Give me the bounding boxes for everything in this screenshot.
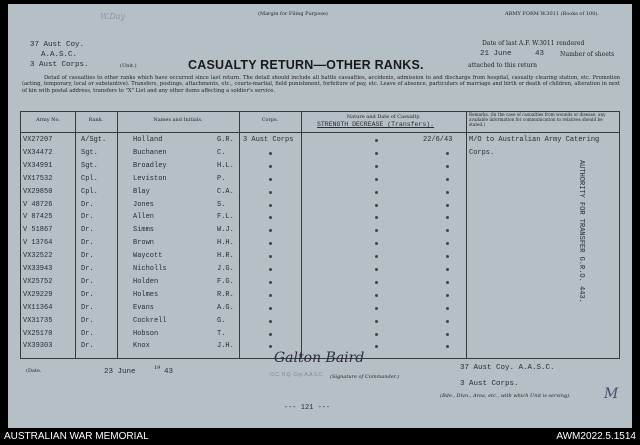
army-number: VX11364 [23,303,53,312]
archive-caption-left: AUSTRALIAN WAR MEMORIAL [4,431,149,442]
ditto-mark [375,165,378,168]
rank: Dr. [81,239,94,248]
casualty-date: 22/6/43 [423,136,453,144]
ditto-mark [375,307,378,310]
initials: J.H. [217,342,234,351]
rank: Dr. [81,213,94,222]
rank: Dr. [81,252,94,261]
surname: Waycott [133,252,163,261]
attached-label: attached to this return [468,62,538,69]
col-header-nature: Nature and Date of Casualty. [346,114,421,120]
ditto-mark [375,229,378,232]
rank: Sgt. [81,148,98,157]
initials: T. [217,329,226,338]
ditto-mark [269,307,272,310]
unit-label: (Unit.) [120,63,137,69]
unit-right-line-2: 3 Aust Corps. [460,380,519,388]
army-number: V 13764 [23,239,53,248]
remarks: M/O to Australian Army Catering [469,136,600,144]
form-title: CASUALTY RETURN—OTHER RANKS. [188,58,424,72]
ditto-mark [269,204,272,207]
surname: Knox [133,342,150,351]
ditto-mark [375,152,378,155]
army-number: VX33943 [23,265,53,273]
ditto-mark [375,294,378,297]
table-row [21,251,621,263]
initials: H.L. [217,161,234,170]
col-header-rank: Rank. [88,117,104,123]
rank: Dr. [81,290,94,299]
surname: Brown [133,239,155,248]
rank: Dr. [81,265,94,273]
ditto-mark [446,307,449,310]
rank: Dr. [81,329,94,338]
date-year: 43 [164,368,174,376]
unit-line-3: 3 Aust Corps. [30,61,89,69]
surname: Allen [133,213,155,222]
ditto-mark [446,204,449,207]
form-sheet [8,4,632,428]
rank: Sgt. [81,161,98,170]
date-value: 23 June [104,368,136,376]
initials: S. [217,200,226,209]
instructions-paragraph: Detail of casualties to other ranks which have occurred since last return. The detail should include all battle casualties, accidents, admission to and discharge from hospital, casualty clearing station, etc. Promotion (acting, temporary, local or substantive). Transfers, postings, attachments, etc., courts-martial, field punishment, forfeiture of pay, etc. Leave of absence, particulars of marriage and birth or death of children, alteration in next of kin with postal address, transfers to "X" List and any other items affecting a soldier's service. [22,75,620,94]
col-header-remarks: Remarks. (In the case of casualties from wounds or disease, any available information for communication to relatives should be stated.) [469,112,606,127]
army-number: VX29229 [23,290,53,299]
ditto-mark [446,294,449,297]
ditto-mark [375,268,378,271]
commander-signature: Galton Baird [274,350,365,366]
initials: G. [217,316,226,325]
table-row [21,329,621,341]
date-year-prefix: 19 [154,365,161,371]
unit-line-2: A.A.S.C. [41,51,78,59]
ditto-mark [375,216,378,219]
ditto-mark [446,216,449,219]
rank: Dr. [81,303,94,312]
unit-right-label: (Bde., Divn., Area, etc., with which Unit is serving). [440,393,571,399]
ditto-mark [375,281,378,284]
ditto-mark [375,255,378,258]
sheets-label: Number of sheets [560,51,615,58]
corps: 3 Aust Corps [243,136,294,144]
surname: Simms [133,226,155,235]
ditto-mark [446,191,449,194]
army-number: VX31735 [23,316,53,325]
page-number: --- 121 --- [284,404,331,412]
ditto-mark [375,139,378,142]
initials: H.H. [217,239,234,248]
surname: Hobson [133,329,159,338]
army-number: V 51867 [23,226,53,235]
table-row [21,277,621,289]
handwritten-corner-note: W.Day [100,12,126,21]
ditto-mark [446,281,449,284]
table-row [21,148,621,160]
ditto-mark [375,333,378,336]
rank: Dr. [81,342,94,351]
ditto-mark [446,255,449,258]
casualty-table [20,111,620,359]
officer-stamp: O.C. H.Q. Coy. A.A.S.C. [270,372,324,378]
army-number: VX25170 [23,329,53,338]
initials: G.R. [217,136,234,144]
surname: Blay [133,187,150,196]
table-row [21,316,621,328]
initials: A.G. [217,303,234,312]
table-row [21,200,621,212]
date-last-value: 21 June [480,50,512,58]
ditto-mark [446,345,449,348]
ditto-mark [375,320,378,323]
army-number: V 87425 [23,213,53,222]
initials: H.R. [217,252,234,261]
army-form-number: ARMY FORM W.3011 (Books of 100). [505,11,599,17]
initials: P. [217,174,226,183]
initials: F.G. [217,277,234,286]
ditto-mark [269,178,272,181]
col-header-army-no: Army No. [35,117,61,123]
handwritten-mark: M [604,386,619,402]
surname: Holmes [133,290,159,299]
ditto-mark [375,242,378,245]
ditto-mark [375,178,378,181]
col-header-names: Names and Initials. [153,117,203,123]
initials: C. [217,148,226,157]
ditto-mark [446,242,449,245]
unit-right-line-1: 37 Aust Coy. A.A.S.C. [460,364,555,372]
table-row [21,174,621,186]
initials: C.A. [217,187,234,196]
surname: Holden [133,277,159,286]
rank: Dr. [81,200,94,209]
army-number: VX17532 [23,174,53,183]
ditto-mark [375,204,378,207]
initials: F.L. [217,213,234,222]
ditto-mark [269,165,272,168]
army-number: VX29850 [23,187,53,196]
date-last-year: 43 [535,50,545,58]
army-number: VX25752 [23,277,53,286]
initials: R.R. [217,290,234,299]
ditto-mark [269,152,272,155]
ditto-mark [269,216,272,219]
ditto-mark [446,333,449,336]
ditto-mark [375,345,378,348]
ditto-mark [446,152,449,155]
table-row [21,187,621,199]
ditto-mark [269,242,272,245]
table-row [21,238,621,250]
ditto-mark [269,229,272,232]
army-number: VX34472 [23,148,53,157]
surname: Buchanen [133,148,167,157]
table-row [21,225,621,237]
rank: A/Sgt. [81,136,107,144]
authority-note: AUTHORITY FOR TRANSFER G.R.O. 443. [577,160,585,303]
ditto-mark [269,320,272,323]
archive-caption-right: AWM2022.5.1514 [556,431,636,442]
ditto-mark [446,229,449,232]
rank: Dr. [81,316,94,325]
ditto-mark [446,320,449,323]
army-number: VX32522 [23,252,53,261]
surname: Nicholls [133,265,167,273]
surname: Cockrell [133,316,167,325]
ditto-mark [269,294,272,297]
table-row [21,303,621,315]
initials: J.G. [217,265,234,273]
ditto-mark [269,345,272,348]
col-header-corps: Corps. [261,117,279,123]
archive-caption-bar [0,428,640,445]
ditto-mark [269,191,272,194]
army-number: VX39303 [23,342,53,351]
nature-typed-heading: STRENGTH DECREASE (Transfers). [317,121,435,128]
date-label: (Date. [26,368,42,374]
surname: Jones [133,200,155,209]
ditto-mark [269,281,272,284]
ditto-mark [269,333,272,336]
rank: Cpl. [81,174,98,183]
army-number: V 48726 [23,200,53,209]
table-row [21,290,621,302]
army-number: VX27207 [23,136,53,144]
remarks: Corps. [469,148,495,157]
surname: Leviston [133,174,167,183]
ditto-mark [269,268,272,271]
rank: Dr. [81,226,94,235]
rank: Cpl. [81,187,98,196]
ditto-mark [375,191,378,194]
signature-label: (Signature of Commander.) [330,374,400,380]
surname: Broadley [133,161,167,170]
ditto-mark [446,268,449,271]
table-row [21,212,621,224]
unit-line-1: 37 Aust Coy. [30,41,85,49]
rank: Dr. [81,277,94,286]
ditto-mark [269,255,272,258]
army-number: VX34991 [23,161,53,170]
margin-note: (Margin for Filing Purpose) [258,11,328,17]
surname: Holland [133,136,163,144]
surname: Evans [133,303,155,312]
ditto-mark [446,178,449,181]
table-row [21,161,621,173]
table-row [21,135,621,147]
date-last-label: Date of last A.F. W.3011 rendered [482,40,585,47]
initials: W.J. [217,226,234,235]
table-row [21,264,621,276]
ditto-mark [446,165,449,168]
